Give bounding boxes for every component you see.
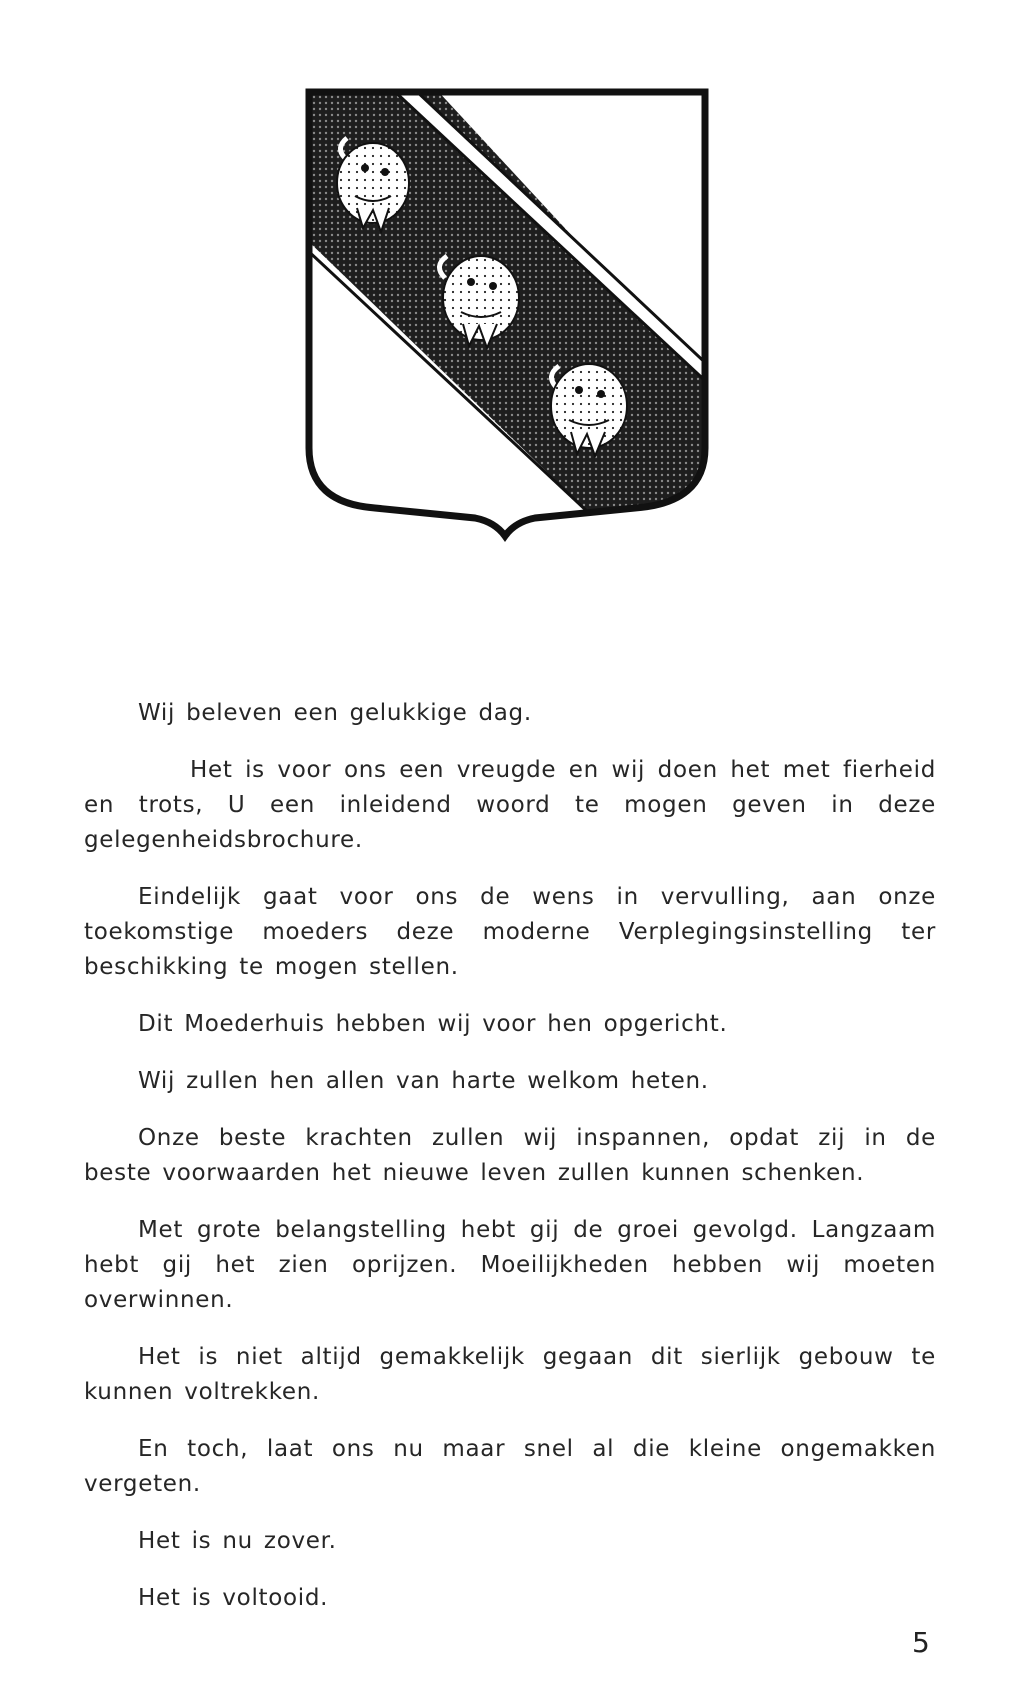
paragraph-10: Het is nu zover. (138, 1528, 337, 1554)
paragraph-1: Wij beleven een gelukkige dag. (138, 700, 532, 726)
paragraph-4: Dit Moederhuis hebben wij voor hen opgericht. (138, 1011, 728, 1037)
paragraph-2: Het is voor ons een vreugde en wij doen het met fierheid en trots, U een inleidend woord te mogen geven in deze gelegenheidsbrochure. (84, 757, 936, 853)
coat-of-arms-icon (305, 88, 713, 570)
paragraph-3: Eindelijk gaat voor ons de wens in vervulling, aan onze toekomstige moeders deze moderne Verplegingsinstelling ter beschikking te mogen stellen. (84, 884, 936, 980)
paragraph-6: Onze beste krachten zullen wij inspannen, opdat zij in de beste voorwaarden het nieuwe leven zullen kunnen schenken. (84, 1125, 936, 1186)
paragraph-11: Het is voltooid. (138, 1585, 329, 1611)
paragraph-7: Met grote belangstelling hebt gij de groei gevolgd. Langzaam hebt gij het zien oprijzen. Moeilijkheden hebben wij moeten overwinnen. (84, 1217, 936, 1313)
paragraph-5: Wij zullen hen allen van harte welkom heten. (138, 1068, 709, 1094)
paragraph-8: Het is niet altijd gemakkelijk gegaan dit sierlijk gebouw te kunnen voltrekken. (84, 1344, 936, 1405)
paragraph-9: En toch, laat ons nu maar snel al die kleine ongemakken vergeten. (84, 1436, 936, 1497)
page-number: 5 (912, 1626, 930, 1659)
body-text (84, 696, 936, 1638)
